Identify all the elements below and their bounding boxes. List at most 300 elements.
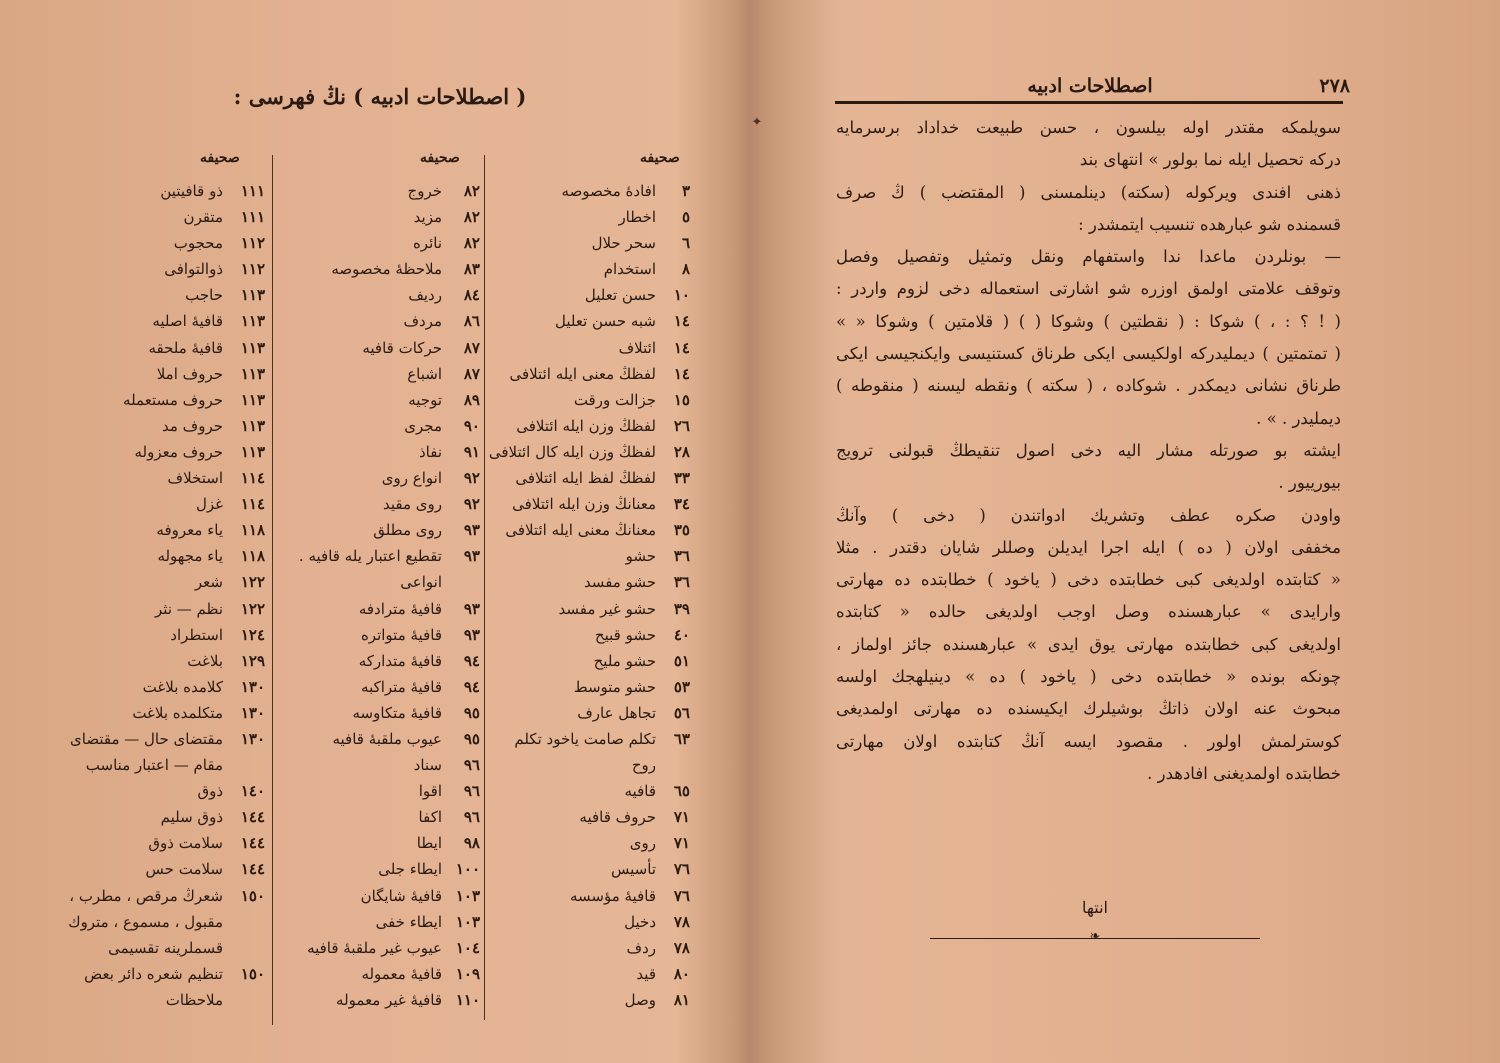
index-term: روح bbox=[631, 756, 656, 775]
index-page-number: ٨٢ bbox=[463, 234, 480, 253]
index-term: اکفا bbox=[418, 808, 442, 827]
index-entry bbox=[490, 387, 690, 413]
index-entry bbox=[490, 856, 690, 882]
index-page-number: ١١١ bbox=[240, 208, 265, 227]
index-term: مقبول ، مسموع ، متروك bbox=[68, 912, 223, 931]
index-page-number: ١٠٩ bbox=[455, 964, 480, 983]
index-entry bbox=[280, 335, 480, 361]
index-term: حروف املا bbox=[156, 364, 223, 383]
index-page-number: ١٥٠ bbox=[240, 964, 265, 983]
index-term: بلاغت bbox=[187, 651, 223, 670]
index-term: مزید bbox=[413, 208, 442, 227]
index-page-number: ٩٨ bbox=[463, 834, 480, 853]
index-term: حشو غیر مفسد bbox=[558, 599, 656, 618]
index-entry bbox=[280, 622, 480, 648]
index-entry bbox=[280, 491, 480, 517]
index-entry bbox=[60, 752, 265, 778]
index-entry bbox=[280, 413, 480, 439]
index-page-number: ١٤ bbox=[673, 312, 690, 331]
index-page-number: ١٢٩ bbox=[240, 651, 265, 670]
index-term: اخطار bbox=[618, 208, 656, 227]
index-entry bbox=[60, 987, 265, 1013]
index-page-number: ٩٦ bbox=[463, 808, 480, 827]
index-page-number: ٣٦ bbox=[673, 547, 690, 566]
index-page-number: ١٠ bbox=[673, 286, 690, 305]
index-page-number: ١٢٤ bbox=[240, 625, 265, 644]
index-entry bbox=[280, 569, 480, 595]
index-column-1 bbox=[490, 178, 690, 1013]
index-entry bbox=[280, 961, 480, 987]
index-entry bbox=[490, 648, 690, 674]
index-term: ذوق bbox=[197, 782, 223, 801]
index-term: لفظڭ وزن ایله کال ائتلافی bbox=[488, 442, 656, 461]
text-line: کوسترلمش اولور . مقصود ایسه آنڭ کتابتده اولان مهارتی bbox=[836, 731, 1341, 751]
index-page-number: ٧٦ bbox=[673, 860, 690, 879]
index-entry bbox=[60, 517, 265, 543]
index-term: عیوب غیر ملقبهٔ قافیه bbox=[307, 938, 442, 957]
index-entry bbox=[490, 778, 690, 804]
index-entry bbox=[490, 569, 690, 595]
index-entry bbox=[60, 543, 265, 569]
text-line: مبحوث عنه اولان ذاتڭ بوشیلرك ایکیسنده ده مهارتی اولمدیغی bbox=[836, 699, 1341, 719]
index-entry bbox=[280, 830, 480, 856]
index-term: خروج bbox=[407, 182, 442, 200]
index-entry bbox=[490, 335, 690, 361]
index-term: ردیف bbox=[408, 286, 442, 305]
index-term: شبه حسن تعلیل bbox=[554, 312, 656, 331]
index-entry bbox=[490, 439, 690, 465]
index-page-number: ١٥٠ bbox=[240, 886, 265, 905]
index-entry bbox=[490, 596, 690, 622]
index-term: تجاهل عارف bbox=[577, 703, 656, 722]
index-term: سلامت ذوق bbox=[148, 834, 223, 853]
index-entry bbox=[60, 230, 265, 256]
index-entry bbox=[490, 804, 690, 830]
index-term: ایطاء خفی bbox=[375, 912, 442, 931]
index-entry bbox=[280, 256, 480, 282]
index-entry bbox=[60, 856, 265, 882]
index-term: قافیهٔ مؤسسه bbox=[569, 886, 656, 905]
index-page-number: ٩٦ bbox=[463, 756, 480, 775]
index-page-number: ٣٩ bbox=[673, 599, 690, 618]
index-entry bbox=[280, 282, 480, 308]
text-line: ذهنی افندی ویرکوله (سکته) دینلمسنی ( المقتضب ) ڭ صرف bbox=[836, 182, 1341, 202]
text-line: اولدیغی کبی خطابتده مهارتی یوق ایدی » عبارهسنده جائز اولماز ، bbox=[836, 634, 1341, 654]
index-term: حروف مستعمله bbox=[123, 390, 223, 409]
index-page-number: ٥٣ bbox=[673, 677, 690, 696]
index-term: متکلمده بلاغت bbox=[132, 703, 223, 722]
index-term: مجری bbox=[404, 416, 442, 435]
index-term: استطراد bbox=[170, 625, 223, 644]
index-term: حروف مد bbox=[161, 416, 223, 435]
index-entry bbox=[490, 883, 690, 909]
index-entry bbox=[60, 204, 265, 230]
gutter-ornament-icon: ✦ bbox=[751, 115, 763, 130]
index-term: وصل bbox=[624, 990, 656, 1009]
index-term: قید bbox=[636, 964, 656, 983]
index-term: تأسیس bbox=[611, 860, 656, 879]
text-line: خطابتده اولمدیغنی افادهدر . bbox=[1147, 763, 1341, 783]
index-entry bbox=[280, 856, 480, 882]
text-line: مخففی اولان ( ده ) ایله اجرا ایدیلن وصللر شایان دقتدر . مثلا bbox=[836, 537, 1341, 557]
index-page-number: ٩٣ bbox=[463, 547, 480, 566]
index-term: توجیه bbox=[408, 390, 442, 409]
text-line: واودن صکره عطف وتشریك ادواتندن ( دخی ) وآنڭ bbox=[836, 505, 1341, 525]
index-title: ( اصطلاحات ادبیه ) نڭ فهرسی : bbox=[233, 84, 527, 109]
index-term: تقطیع اعتبار یله قافیه . bbox=[298, 547, 442, 566]
index-page-number: ٣٦ bbox=[673, 573, 690, 592]
index-term: قسملرینه تقسیمی bbox=[108, 938, 223, 957]
index-entry bbox=[490, 752, 690, 778]
index-term: معنانڭ معنی ایله ائتلافی bbox=[505, 521, 656, 540]
index-term: قافیه bbox=[624, 782, 656, 801]
index-page-number: ١٠٣ bbox=[455, 912, 480, 931]
index-term: حروف قافیه bbox=[579, 808, 656, 827]
index-entry bbox=[490, 700, 690, 726]
index-page-number: ٩٠ bbox=[463, 416, 480, 435]
index-entry bbox=[280, 517, 480, 543]
index-entry bbox=[280, 648, 480, 674]
index-page-number: ٥١ bbox=[673, 651, 690, 670]
index-page-number: ٦ bbox=[681, 234, 690, 253]
index-entry bbox=[490, 178, 690, 204]
index-page-number: ٨٧ bbox=[463, 338, 480, 357]
index-entry bbox=[490, 935, 690, 961]
index-entry bbox=[60, 413, 265, 439]
index-page-number: ١١٣ bbox=[240, 416, 265, 435]
index-entry bbox=[60, 883, 265, 909]
column-divider-left bbox=[272, 155, 273, 1025]
index-entry bbox=[280, 361, 480, 387]
text-line: ( ! ؟ : ، ) شوکا : ( نقطتین ) وشوکا ( ) ( قلامتین ) وشوکا « » bbox=[836, 311, 1341, 331]
index-term: حروف معزوله bbox=[134, 442, 223, 461]
index-term: حشو متوسط bbox=[573, 677, 656, 696]
index-page-number: ٥ bbox=[681, 208, 690, 227]
index-page-number: ١٤٤ bbox=[240, 834, 265, 853]
index-entry bbox=[60, 491, 265, 517]
index-term: مقام — اعتبار مناسب bbox=[85, 756, 223, 775]
index-entry bbox=[60, 830, 265, 856]
index-page-number: ٩٤ bbox=[463, 651, 480, 670]
index-term: شعرڭ مرقص ، مطرب ، bbox=[69, 886, 223, 905]
index-page-number: ١١٨ bbox=[240, 547, 265, 566]
index-term: نفاذ bbox=[418, 442, 442, 461]
index-term: قافیهٔ متواتره bbox=[360, 625, 442, 644]
index-entry bbox=[280, 543, 480, 569]
index-page-number: ٢٦ bbox=[673, 416, 690, 435]
index-page-number: ٨٢ bbox=[463, 208, 480, 227]
index-page-number: ٩٥ bbox=[463, 703, 480, 722]
index-entry bbox=[280, 935, 480, 961]
index-page-number: ٨٤ bbox=[463, 286, 480, 305]
index-entry bbox=[60, 256, 265, 282]
text-line: وتوقف علامتی اولمق اوزره شو اشارتی استعماله دخی لزوم واردر : bbox=[836, 279, 1341, 299]
index-entry bbox=[490, 413, 690, 439]
index-entry bbox=[280, 439, 480, 465]
index-entry bbox=[280, 387, 480, 413]
index-term: کلامده بلاغت bbox=[142, 677, 223, 696]
index-page-number: ٧١ bbox=[673, 834, 690, 853]
index-entry bbox=[60, 439, 265, 465]
index-term: قافیهٔ متدارکه bbox=[358, 651, 442, 670]
index-entry bbox=[60, 335, 265, 361]
index-term: حشو ملیح bbox=[593, 651, 656, 670]
text-line: ایشته بو صورتله مشار الیه دخی اصول تنقیطڭ قبولنی ترویج bbox=[836, 440, 1341, 460]
text-line: ( تمتمتین ) دیملیدرکه اولکیسی ایکی طرناق کستنیسی وایکنجیسی ایکی bbox=[836, 344, 1341, 364]
index-page-number: ١١١ bbox=[240, 182, 265, 200]
index-term: اشباع bbox=[407, 364, 442, 383]
index-term: متقرن bbox=[183, 208, 223, 227]
index-term: معنانڭ وزن ایله ائتلافی bbox=[512, 495, 656, 514]
index-term: نائره bbox=[412, 234, 442, 253]
index-page-number: ٨ bbox=[681, 260, 690, 279]
index-entry bbox=[490, 282, 690, 308]
index-entry bbox=[60, 569, 265, 595]
index-entry bbox=[280, 883, 480, 909]
index-term: افادهٔ مخصوصه bbox=[561, 182, 656, 200]
index-entry bbox=[490, 543, 690, 569]
index-entry bbox=[490, 204, 690, 230]
index-entry bbox=[280, 178, 480, 204]
index-term: ردف bbox=[626, 938, 656, 957]
index-term: قافیهٔ معموله bbox=[361, 964, 442, 983]
index-entry bbox=[60, 178, 265, 204]
index-term: ذو قافیتین bbox=[160, 182, 223, 200]
index-entry bbox=[280, 700, 480, 726]
index-entry bbox=[490, 465, 690, 491]
index-entry bbox=[60, 804, 265, 830]
index-page-number: ١١٣ bbox=[240, 390, 265, 409]
running-title: اصطلاحات ادبیه bbox=[1027, 75, 1153, 97]
index-term: قافیهٔ اصلیه bbox=[152, 312, 223, 331]
page-number: ٢٧٨ bbox=[1319, 75, 1350, 97]
index-page-number: ٩٦ bbox=[463, 782, 480, 801]
index-entry bbox=[60, 282, 265, 308]
index-entry bbox=[60, 935, 265, 961]
index-page-number: ١٢٢ bbox=[240, 599, 265, 618]
index-term: ملاحظات bbox=[165, 990, 223, 1009]
index-page-number: ١٤٠ bbox=[240, 782, 265, 801]
end-signature: انتها bbox=[1082, 898, 1108, 917]
index-term: نظم — نثر bbox=[155, 599, 223, 618]
text-line: سویلمکه مقتدر اوله بیلسون ، حسن طبیعت خداداد برسرمایه bbox=[836, 118, 1341, 137]
index-term: غزل bbox=[195, 495, 223, 514]
index-term: قافیهٔ غیر معموله bbox=[336, 990, 442, 1009]
index-page-number: ٧٨ bbox=[673, 938, 690, 957]
index-entry bbox=[60, 465, 265, 491]
index-page-number: ١١٣ bbox=[240, 338, 265, 357]
index-page-number: ٦٣ bbox=[673, 729, 690, 748]
index-entry bbox=[60, 700, 265, 726]
index-entry bbox=[280, 465, 480, 491]
index-page-number: ١١٤ bbox=[240, 495, 265, 514]
index-entry bbox=[60, 622, 265, 648]
index-term: یاء مجهوله bbox=[157, 547, 223, 566]
index-page-number: ١٤٤ bbox=[240, 860, 265, 879]
index-page-number: ١١٨ bbox=[240, 521, 265, 540]
index-page-number: ٨١ bbox=[673, 990, 690, 1009]
index-term: لفظڭ لفظ ایله ائتلافی bbox=[515, 469, 656, 488]
index-page-number: ٩٣ bbox=[463, 521, 480, 540]
index-page-number: ١١٤ bbox=[240, 469, 265, 488]
index-entry bbox=[60, 726, 265, 752]
index-entry bbox=[60, 909, 265, 935]
index-term: قافیهٔ ملحقه bbox=[148, 338, 223, 357]
index-page-number: ٣ bbox=[681, 182, 690, 200]
index-page-number: ٩٥ bbox=[463, 729, 480, 748]
index-term: اقوا bbox=[418, 782, 442, 801]
text-line: بیورییور . bbox=[1278, 473, 1341, 493]
column-3-header: صحیفه bbox=[200, 150, 240, 166]
index-page-number: ١٣٠ bbox=[240, 677, 265, 696]
index-term: محجوب bbox=[173, 234, 223, 253]
index-page-number: ١١٣ bbox=[240, 286, 265, 305]
index-term: قافیهٔ متکاوسه bbox=[352, 703, 442, 722]
index-page-number: ٩٤ bbox=[463, 677, 480, 696]
index-term: حشو قبیح bbox=[594, 625, 656, 644]
index-entry bbox=[490, 674, 690, 700]
index-term: دخیل bbox=[624, 912, 656, 931]
index-page-number: ٣٤ bbox=[673, 495, 690, 514]
index-page-number: ١٠٤ bbox=[455, 938, 480, 957]
index-entry bbox=[280, 778, 480, 804]
index-entry bbox=[280, 230, 480, 256]
index-entry bbox=[60, 308, 265, 334]
index-entry bbox=[280, 726, 480, 752]
index-term: تنظیم شعره دائر بعض bbox=[84, 964, 223, 983]
index-page-number: ٨٦ bbox=[463, 312, 480, 331]
index-page-number: ٧٦ bbox=[673, 886, 690, 905]
index-term: ذوالتوافی bbox=[164, 260, 223, 279]
index-page-number: ١٠٠ bbox=[455, 860, 480, 879]
index-page-number: ٣٥ bbox=[673, 521, 690, 540]
index-term: استخدام bbox=[603, 260, 656, 279]
index-term: قافیهٔ متراکبه bbox=[361, 677, 442, 696]
index-term: حشو مفسد bbox=[583, 573, 656, 592]
index-term: مقتضای حال — مقتضای bbox=[70, 729, 223, 748]
index-page-number: ٩٢ bbox=[463, 495, 480, 514]
index-page-number: ٧١ bbox=[673, 808, 690, 827]
index-term: حاجب bbox=[185, 286, 223, 305]
index-entry bbox=[490, 961, 690, 987]
index-entry bbox=[490, 726, 690, 752]
index-entry bbox=[60, 674, 265, 700]
text-line: درکه تحصیل ایله نما بولور » انتهای بند bbox=[1079, 150, 1341, 170]
column-2-header: صحیفه bbox=[420, 150, 460, 166]
index-term: سحر حلال bbox=[591, 234, 656, 253]
index-term: ذوق سلیم bbox=[160, 808, 223, 827]
index-term: یاء معروفه bbox=[156, 521, 223, 540]
index-page-number: ٣٣ bbox=[673, 469, 690, 488]
text-line: قسمنده شو عبارهده تنسیب ایتمشدر : bbox=[1078, 214, 1341, 234]
index-page-number: ٨٣ bbox=[463, 260, 480, 279]
index-page bbox=[0, 0, 745, 1063]
index-term: روی مقید bbox=[382, 495, 442, 514]
index-page-number: ٤٠ bbox=[673, 625, 690, 644]
text-line: — بونلردن ماعدا ندا واستفهام ونقل وتمثیل وتفصیل وفصل bbox=[836, 247, 1341, 267]
body-text bbox=[836, 112, 1341, 790]
index-term: انواع روی bbox=[381, 469, 442, 488]
index-entry bbox=[280, 987, 480, 1013]
header-rule bbox=[835, 101, 1343, 104]
index-term: حرکات قافیه bbox=[362, 338, 442, 357]
index-entry bbox=[280, 752, 480, 778]
index-term: سناد bbox=[413, 756, 442, 775]
index-term: عیوب ملقبهٔ قافیه bbox=[332, 729, 442, 748]
index-page-number: ٨٢ bbox=[463, 182, 480, 200]
index-page-number: ١٣٠ bbox=[240, 703, 265, 722]
index-page-number: ٩٣ bbox=[463, 599, 480, 618]
index-page-number: ٨٧ bbox=[463, 364, 480, 383]
index-term: روی مطلق bbox=[373, 521, 442, 540]
index-term: ملاحظهٔ مخصوصه bbox=[331, 260, 442, 279]
index-entry bbox=[280, 804, 480, 830]
index-term: جزالت ورقت bbox=[573, 390, 656, 409]
index-term: لفظڭ معنی ایله ائتلافی bbox=[509, 364, 656, 383]
index-entry bbox=[490, 491, 690, 517]
index-entry bbox=[280, 909, 480, 935]
index-page-number: ١٣٠ bbox=[240, 729, 265, 748]
index-page-number: ٥٦ bbox=[673, 703, 690, 722]
index-term: مردف bbox=[403, 312, 442, 331]
index-term: ائتلاف bbox=[618, 338, 656, 357]
index-term: سلامت حس bbox=[145, 860, 223, 879]
index-entry bbox=[490, 230, 690, 256]
index-term: لفظڭ وزن ایله ائتلافی bbox=[516, 416, 656, 435]
index-entry bbox=[280, 596, 480, 622]
text-line: « کتابتده اولدیغی کبی خطابتده دخی ( یاخود ) خطابتده ده مهارتی bbox=[836, 570, 1341, 590]
text-line: وارایدی » عبارهسنده وصل اوجب اولدیغی حالده « کتابتده bbox=[836, 602, 1341, 622]
index-page-number: ١١٢ bbox=[240, 234, 265, 253]
index-page-number: ٩١ bbox=[463, 442, 480, 461]
column-divider-right bbox=[484, 155, 485, 1020]
index-page-number: ١٠٣ bbox=[455, 886, 480, 905]
index-page-number: ١٥ bbox=[673, 390, 690, 409]
text-line: چونکه بونده « خطابتده دخی ( یاخود ) ده » دینیلهجك اولسه bbox=[836, 667, 1341, 687]
index-entry bbox=[490, 517, 690, 543]
index-entry bbox=[490, 909, 690, 935]
index-page-number: ٨٠ bbox=[673, 964, 690, 983]
index-term: حشو bbox=[625, 547, 656, 566]
index-entry bbox=[490, 256, 690, 282]
index-entry bbox=[280, 204, 480, 230]
index-page-number: ٧٨ bbox=[673, 912, 690, 931]
index-entry bbox=[490, 987, 690, 1013]
index-entry bbox=[60, 361, 265, 387]
column-1-header: صحیفه bbox=[640, 150, 680, 166]
index-page-number: ٢٨ bbox=[673, 442, 690, 461]
index-page-number: ١١٣ bbox=[240, 312, 265, 331]
index-entry bbox=[490, 830, 690, 856]
index-entry bbox=[60, 778, 265, 804]
index-term: استخلاف bbox=[167, 469, 223, 488]
index-entry bbox=[490, 361, 690, 387]
text-line: دیملیدر . » . bbox=[1256, 408, 1341, 428]
index-term: تکلم صامت یاخود تکلم bbox=[514, 729, 656, 748]
index-entry bbox=[280, 308, 480, 334]
index-page-number: ٨٩ bbox=[463, 390, 480, 409]
index-page-number: ١١٢ bbox=[240, 260, 265, 279]
index-term: ایطاء جلی bbox=[378, 860, 442, 879]
index-term: ایطا bbox=[416, 834, 442, 853]
index-page-number: ١١٠ bbox=[455, 990, 480, 1009]
index-entry bbox=[280, 674, 480, 700]
index-page-number: ١٤ bbox=[673, 364, 690, 383]
index-term: قافیهٔ مترادفه bbox=[358, 599, 442, 618]
end-ornament-icon: ❧ bbox=[1089, 929, 1101, 944]
index-entry bbox=[60, 961, 265, 987]
index-page-number: ١٢٢ bbox=[240, 573, 265, 592]
